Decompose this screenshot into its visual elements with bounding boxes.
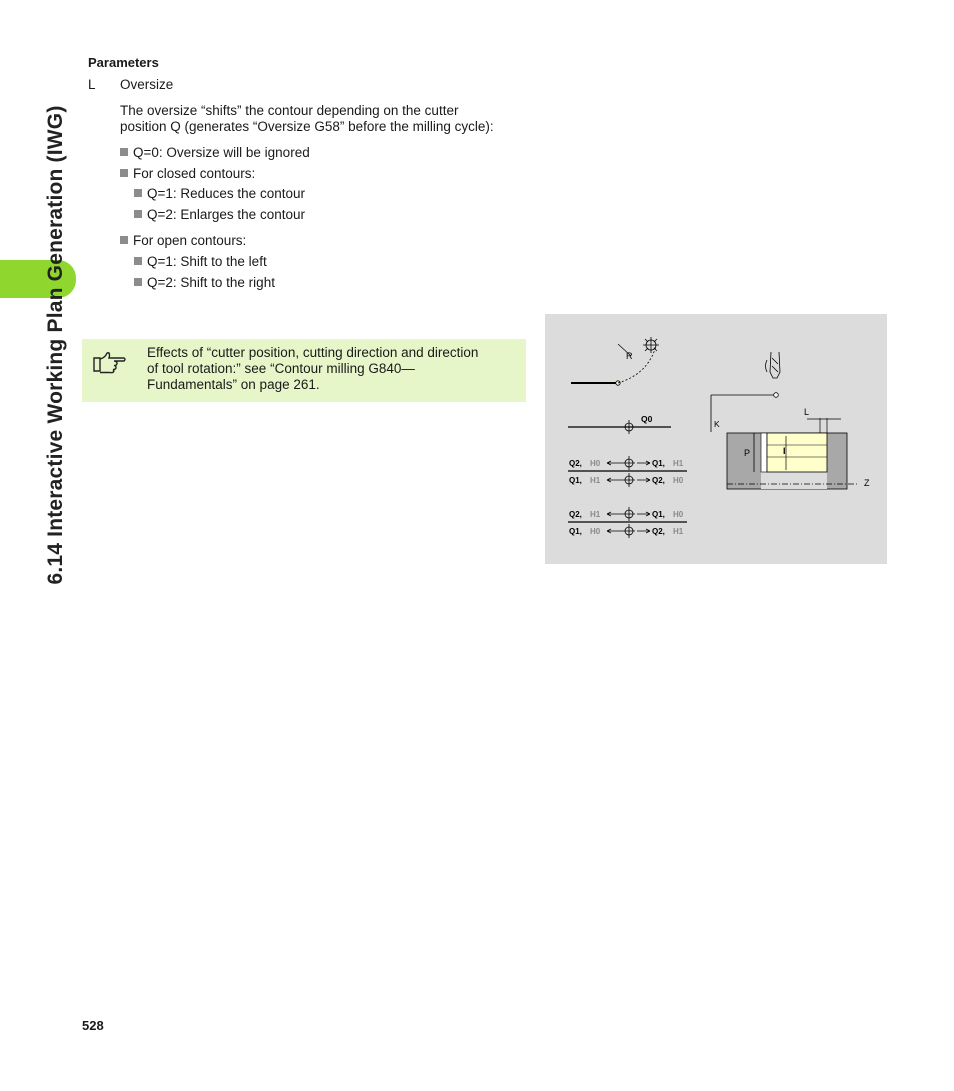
label-l: L [804,407,810,417]
row4-left-h: H0 [590,527,601,536]
row1-right-h: H1 [673,459,684,468]
param-description-line1: The oversize “shifts” the contour depending on the cutter [120,103,459,118]
approach-arc [618,346,656,383]
label-p: P [744,448,751,458]
list-item: Q=1: Shift to the left [134,254,267,270]
row1-right-q: Q1, [652,459,665,468]
param-description-line2: position Q (generates “Oversize G58” before the milling cycle): [120,119,494,134]
bullet-square-icon [120,236,128,244]
label-z: Z [864,478,870,488]
row3-left-h: H1 [590,510,601,519]
page-number: 528 [82,1018,104,1033]
row4-left-q: Q1, [569,527,582,536]
bullet-square-icon [134,278,142,286]
tool-icon [766,352,781,378]
label-q0: Q0 [641,414,653,424]
stock-layers [767,433,827,472]
cutter-icon-row4 [623,524,635,538]
bullet-square-icon [134,210,142,218]
row2-left-h: H1 [590,476,601,485]
list-item: Q=2: Shift to the right [134,275,275,291]
label-r: R [626,351,633,361]
row4-right-h: H1 [673,527,684,536]
list-item: Q=0: Oversize will be ignored [120,145,310,161]
cutter-icon-row3 [623,507,635,521]
bullet-square-icon [134,257,142,265]
list-item: Q=1: Reduces the contour [134,186,305,202]
list-item: Q=2: Enlarges the contour [134,207,305,223]
label-k: K [714,419,720,429]
section-heading: Parameters [88,55,159,70]
param-key: L [88,77,96,92]
cutter-rotation-icon [643,337,659,353]
oversize-band [761,433,767,472]
note-text: Effects of “cutter position, cutting direction and direction of tool rotation:” see “Contour milling G840— Fundamentals” on page 261. [147,345,479,392]
cutter-icon-q0 [622,420,636,434]
k-reference-point [774,393,779,398]
row3-right-q: Q1, [652,510,665,519]
pointing-hand-icon [92,349,128,375]
bullet-square-icon [134,189,142,197]
row3-left-q: Q2, [569,510,582,519]
bullet-square-icon [120,169,128,177]
label-i: I [783,446,786,456]
list-item: For closed contours: [120,166,255,182]
cutter-position-figure [545,314,887,564]
bullet-square-icon [120,148,128,156]
cutter-icon-row2 [623,473,635,487]
note-box [82,339,526,402]
row1-left-h: H0 [590,459,601,468]
row2-right-q: Q2, [652,476,665,485]
list-item: For open contours: [120,233,246,249]
row1-left-q: Q2, [569,459,582,468]
row4-right-q: Q2, [652,527,665,536]
row2-left-q: Q1, [569,476,582,485]
row2-right-h: H0 [673,476,684,485]
row3-right-h: H0 [673,510,684,519]
param-name: Oversize [120,77,174,92]
chapter-title: 6.14 Interactive Working Plan Generation (IWG) [44,105,67,585]
cutter-icon-row1 [623,456,635,470]
